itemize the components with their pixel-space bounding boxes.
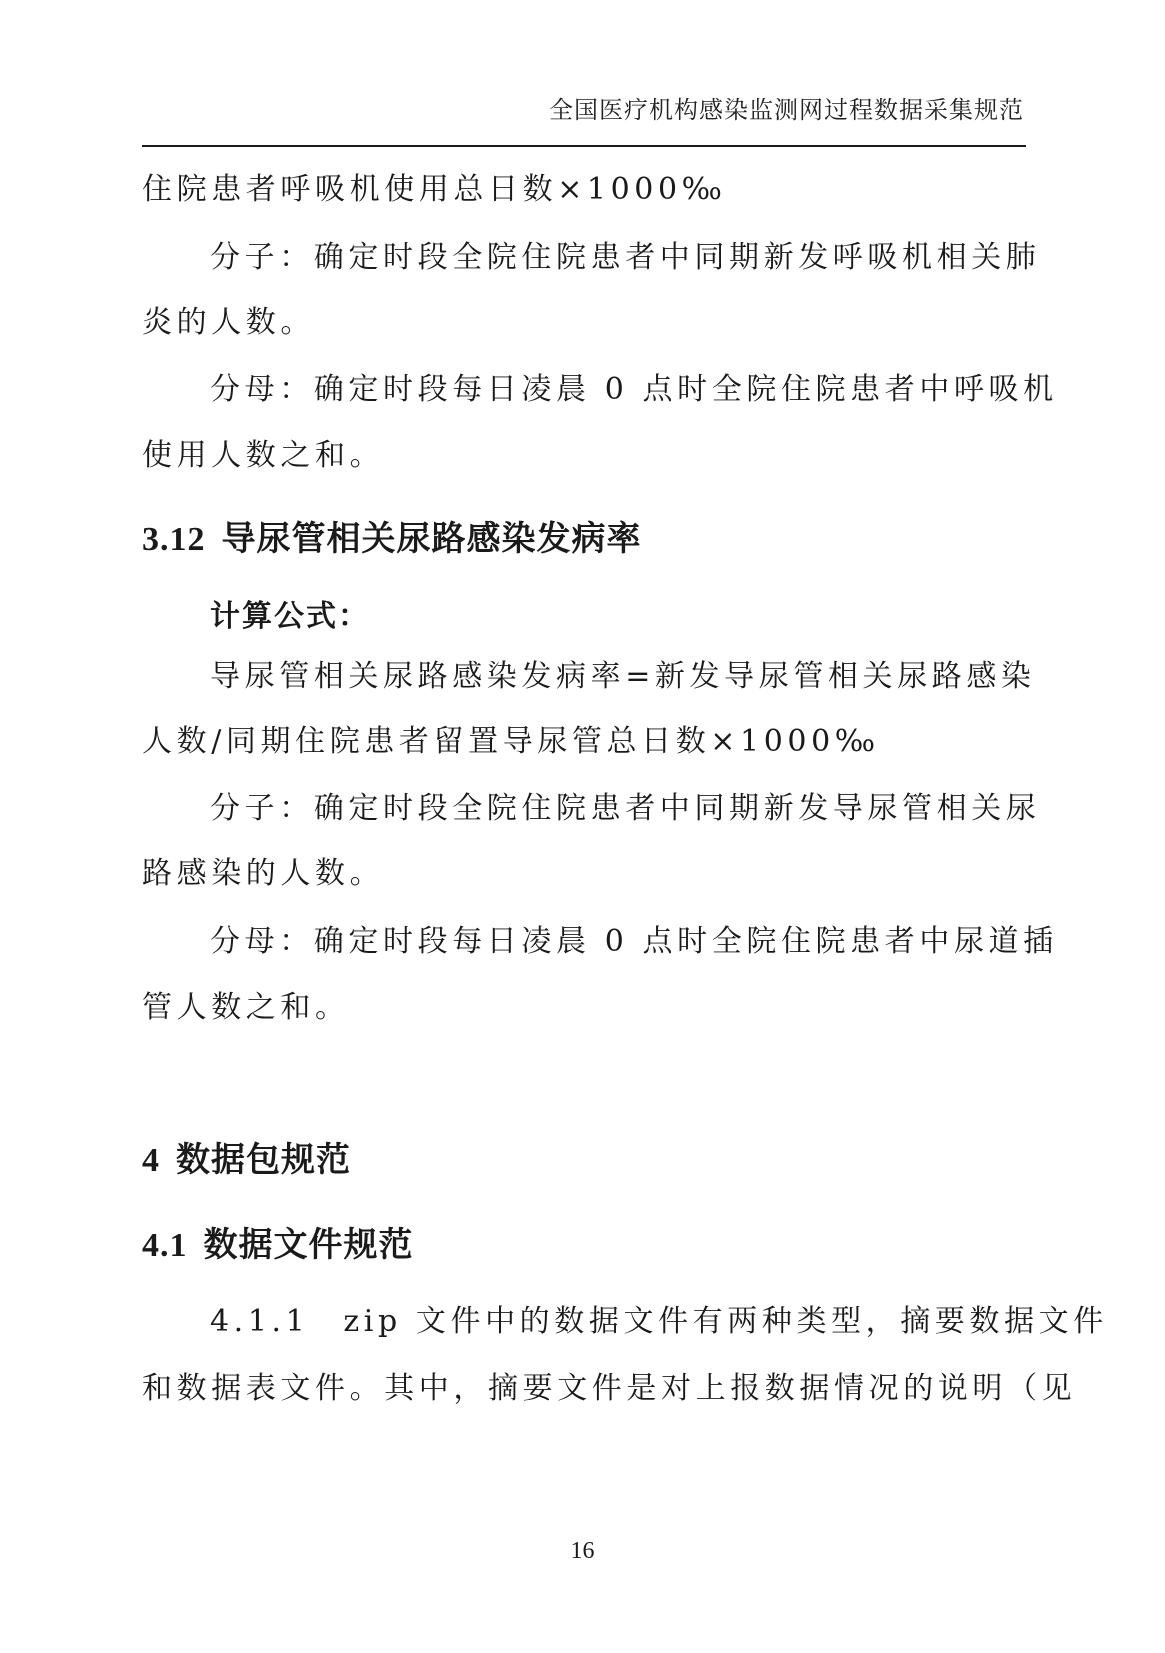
- section-number: 4: [142, 1142, 160, 1179]
- section-title: 数据包规范: [176, 1140, 351, 1180]
- body-line: 住院患者呼吸机使用总日数×1000‰: [142, 172, 727, 207]
- clause-number: 4.1.1: [210, 1304, 310, 1339]
- body-line: 炎的人数。: [142, 305, 315, 340]
- section-heading-4-1: [142, 1217, 414, 1266]
- running-header: 全国医疗机构感染监测网过程数据采集规范: [549, 96, 1024, 124]
- clause-text: zip 文件中的数据文件有两种类型，摘要数据文件: [343, 1304, 1108, 1339]
- body-line: 分母：确定时段每日凌晨 0 点时全院住院患者中尿道插: [210, 924, 1058, 959]
- body-line: 分子：确定时段全院住院患者中同期新发呼吸机相关肺: [210, 240, 1041, 275]
- section-heading-3-12: [142, 511, 642, 560]
- body-line: 人数/同期住院患者留置导尿管总日数×1000‰: [142, 724, 880, 759]
- body-line: 分子：确定时段全院住院患者中同期新发导尿管相关尿: [210, 791, 1041, 826]
- body-line: 和数据表文件。其中，摘要文件是对上报数据情况的说明（见: [142, 1371, 1077, 1406]
- body-line: 分母：确定时段每日凌晨 0 点时全院住院患者中呼吸机: [210, 372, 1058, 407]
- body-line: 使用人数之和。: [142, 438, 385, 473]
- body-line: 路感染的人数。: [142, 856, 385, 891]
- section-number: 4.1: [142, 1227, 188, 1264]
- section-heading-4: [142, 1132, 351, 1181]
- body-line: [142, 1302, 1108, 1342]
- page-number: 16: [570, 1538, 595, 1564]
- section-title: 导尿管相关尿路感染发病率: [221, 519, 642, 559]
- section-number: 3.12: [142, 521, 206, 558]
- body-line: 导尿管相关尿路感染发病率=新发导尿管相关尿路感染: [210, 659, 1036, 694]
- body-line: 管人数之和。: [142, 990, 350, 1025]
- header-rule: [142, 145, 1026, 147]
- section-title: 数据文件规范: [203, 1225, 414, 1265]
- formula-label: 计算公式：: [210, 599, 370, 634]
